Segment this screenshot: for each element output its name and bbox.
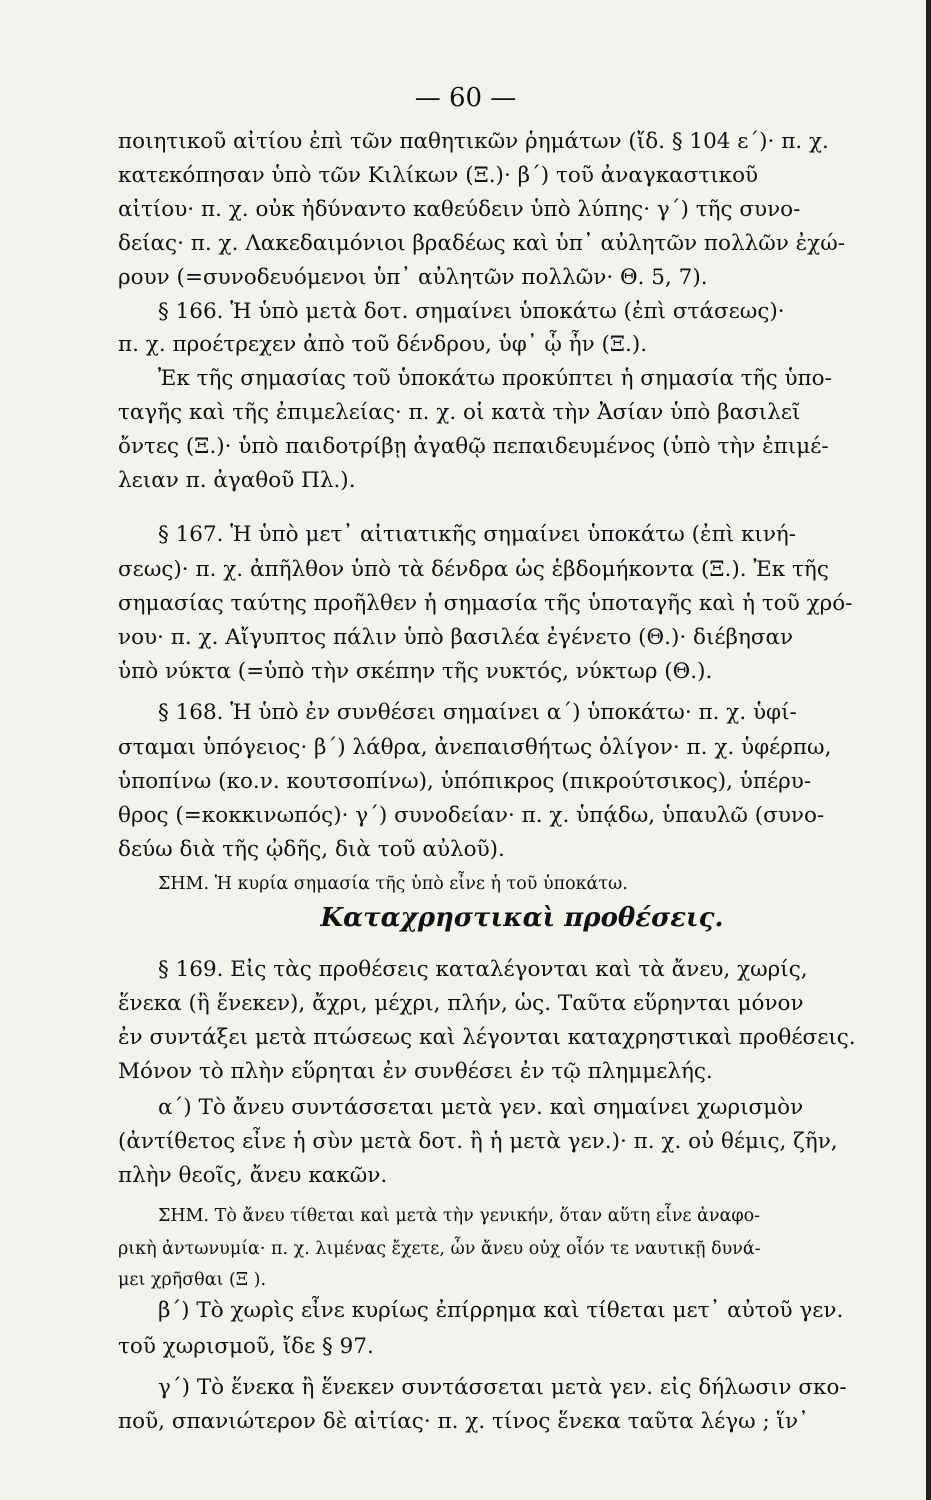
text-line: δείας· π. χ. Λακεδαιμόνιοι βραδέως καὶ ὑπ᾿ αὐλητῶν πολλῶν ἐχώ- [118, 231, 846, 256]
text-line: π. χ. προέτρεχεν ἀπὸ τοῦ δένδρου, ὑφ᾿ ᾧ ἦν (Ξ.). [118, 332, 648, 357]
text-line: αἰτίου· π. χ. οὐκ ἠδύναντο καθεύδειν ὑπὸ λύπης· γ΄) τῆς συνο- [118, 197, 801, 222]
text-line: ἕνεκα (ἢ ἕνεκεν), ἄχρι, μέχρι, πλήν, ὡς. Ταῦτα εὕρηνται μόνον [118, 991, 804, 1016]
text-line: λειαν π. ἀγαθοῦ Πλ.). [118, 468, 356, 493]
text-line: γ΄) Τὸ ἕνεκα ἢ ἕνεκεν συντάσσεται μετὰ γεν. εἰς δήλωσιν σκο- [158, 1375, 847, 1400]
text-line: ποῦ, σπανιώτερον δὲ αἰτίας· π. χ. τίνος ἕνεκα ταῦτα λέγω ; ἵν᾿ [118, 1409, 809, 1434]
page-edge-shadow [926, 0, 931, 1500]
text-line: τοῦ χωρισμοῦ, ἴδε § 97. [118, 1334, 374, 1359]
text-line: § 168. Ἡ ὑπὸ ἐν συνθέσει σημαίνει α΄) ὑποκάτω· π. χ. ὑφί- [158, 700, 797, 725]
text-line: θρος (=κοκκινωπός)· γ΄) συνοδείαν· π. χ. ὑπᾴδω, ὑπαυλῶ (συνο- [118, 803, 825, 828]
note-line: ρικὴ ἀντωνυμία· π. χ. λιμένας ἔχετε, ὧν ἄνευ οὐχ οἷόν τε ναυτικῇ δυνά- [118, 1239, 761, 1259]
text-line: Μόνον τὸ πλὴν εὕρηται ἐν συνθέσει ἐν τῷ πλημμελής. [118, 1059, 713, 1084]
text-line: β΄) Τὸ χωρὶς εἶνε κυρίως ἐπίρρημα καὶ τίθεται μετ᾿ αὐτοῦ γεν. [158, 1298, 844, 1323]
text-line: ποιητικοῦ αἰτίου ἐπὶ τῶν παθητικῶν ῥημάτων (ἴδ. § 104 ε΄)· π. χ. [118, 129, 829, 154]
text-line: σημασίας ταύτης προῆλθεν ἡ σημασία τῆς ὑποταγῆς καὶ ἡ τοῦ χρό- [118, 591, 853, 616]
note-line: μει χρῆσθαι (Ξ ). [118, 1270, 267, 1290]
text-line: α΄) Τὸ ἄνευ συντάσσεται μετὰ γεν. καὶ σημαίνει χωρισμὸν [158, 1095, 804, 1120]
text-line: δεύω διὰ τῆς ᾠδῆς, διὰ τοῦ αὐλοῦ). [118, 837, 505, 862]
text-line: νου· π. χ. Αἴγυπτος πάλιν ὑπὸ βασιλέα ἐγένετο (Θ.)· διέβησαν [118, 625, 794, 650]
note-line: ΣΗΜ. Ἡ κυρία σημασία τῆς ὑπὸ εἶνε ἡ τοῦ ὑποκάτω. [158, 874, 628, 894]
text-line: (ἀντίθετος εἶνε ἡ σὺν μετὰ δοτ. ἢ ἡ μετὰ γεν.)· π. χ. οὐ θέμις, ζῆν, [118, 1129, 838, 1154]
text-line: ἐν συντάξει μετὰ πτώσεως καὶ λέγονται καταχρηστικαὶ προθέσεις. [118, 1025, 856, 1050]
text-line: § 169. Εἰς τὰς προθέσεις καταλέγονται καὶ τὰ ἄνευ, χωρίς, [158, 957, 808, 982]
text-line: § 166. Ἡ ὑπὸ μετὰ δοτ. σημαίνει ὑποκάτω (ἐπὶ στάσεως)· [158, 299, 785, 324]
text-line: πλὴν θεοῖς, ἄνευ κακῶν. [118, 1163, 388, 1188]
note-line: ΣΗΜ. Τὸ ἄνευ τίθεται καὶ μετὰ τὴν γενικήν, ὅταν αὕτη εἶνε ἀναφο- [158, 1206, 761, 1226]
page-number: — 60 — [414, 83, 517, 113]
text-line: ταγῆς καὶ τῆς ἐπιμελείας· π. χ. οἱ κατὰ τὴν Ἀσίαν ὑπὸ βασιλεῖ [118, 400, 801, 425]
text-line: Ἐκ τῆς σημασίας τοῦ ὑποκάτω προκύπτει ἡ σημασία τῆς ὑπο- [158, 366, 832, 391]
section-heading: Καταχρηστικαὶ προθέσεις. [320, 903, 724, 933]
text-line: κατεκόπησαν ὑπὸ τῶν Κιλίκων (Ξ.)· β΄) τοῦ ἀναγκαστικοῦ [118, 163, 759, 188]
text-line: ρουν (=συνοδευόμενοι ὑπ᾿ αὐλητῶν πολλῶν· Θ. 5, 7). [118, 265, 708, 290]
text-line: § 167. Ἡ ὑπὸ μετ᾿ αἰτιατικῆς σημαίνει ὑποκάτω (ἐπὶ κινή- [158, 522, 797, 547]
text-line: ὑποπίνω (κο.ν. κουτσοπίνω), ὑπόπικρος (πικρούτσικος), ὑπέρυ- [118, 769, 812, 794]
text-line: ὑπὸ νύκτα (=ὑπὸ τὴν σκέπην τῆς νυκτός, νύκτωρ (Θ.). [118, 659, 713, 684]
text-line: σεως)· π. χ. ἀπῆλθον ὑπὸ τὰ δένδρα ὡς ἑβδομήκοντα (Ξ.). Ἐκ τῆς [118, 557, 829, 582]
text-line: σταμαι ὑπόγειος· β΄) λάθρα, ἀνεπαισθήτως ὀλίγον· π. χ. ὑφέρπω, [118, 735, 832, 760]
text-line: ὄντες (Ξ.)· ὑπὸ παιδοτρίβῃ ἀγαθῷ πεπαιδευμένος (ὑπὸ τὴν ἐπιμέ- [118, 434, 829, 459]
